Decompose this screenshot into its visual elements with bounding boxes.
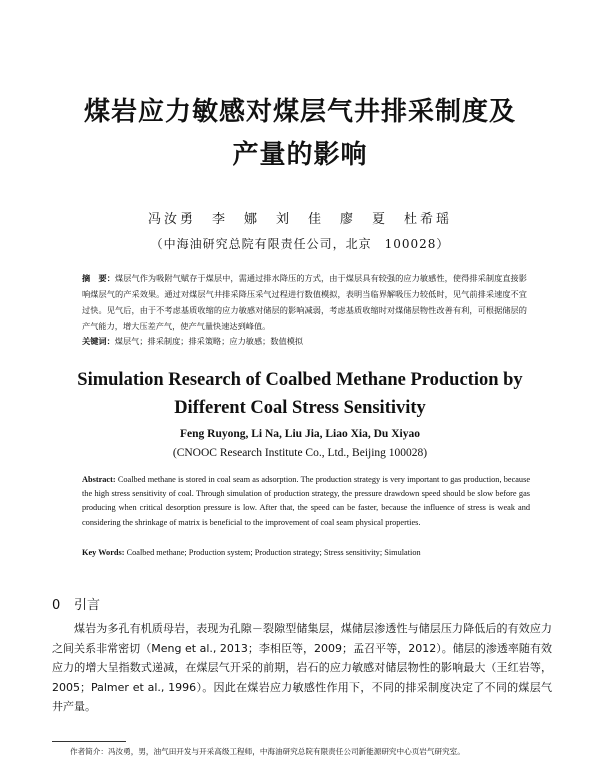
abstract-zh-text: 煤层气作为吸附气赋存于煤层中，需通过排水降压的方式，由于煤层具有较强的应力敏感性，使得排采制度直接影响煤层气的产采效果。通过对煤层气井排采降压采气过程进行数值模拟，表明当临界解吸压力较低时，见气前排采速度不宜过快。见气后，由于不考虑基质收缩的应力敏感对储层的影响减弱，考虑基质收缩时对煤储层物性改善有利，可根据储层的产气能力，增大压差产气，使产气量快速达到峰值。 [82,273,527,331]
keywords-en [82,546,530,560]
affiliation-zh: （中海油研究总院有限责任公司，北京 100028） [150,237,450,251]
keywords-zh-label: 关键词： [82,336,115,346]
title-en-line2: Different Coal Stress Sensitivity [174,398,426,418]
abstract-zh [82,270,527,334]
authors-en: Feng Ruyong, Li Na, Liu Jia, Liao Xia, Du Xiyao [180,428,420,440]
affiliation-en: (CNOOC Research Institute Co., Ltd., Beijing 100028) [172,447,428,459]
section-heading [52,594,100,613]
title-en-line1: Simulation Research of Coalbed Methane Production by [77,370,523,390]
abstract-en-label: Abstract: [82,475,116,484]
body-paragraph: 煤岩为多孔有机质母岩，表现为孔隙－裂隙型储集层，煤储层渗透性与储层压力降低后的有效应力之间关系非常密切（Meng et al., 2013；李相臣等，2009；孟召平等，2012）。储层的渗透率随有效应力的增大呈指数式递减，在煤层气开采的前期，岩石的应力敏感对储层物性的影响最大（王红岩等，2005；Palmer et al., 1996）。因此在煤岩应力敏感性作用下，不同的排采制度决定了不同的煤层气井产量。 [52,622,552,713]
abstract-en [82,473,530,530]
keywords-en-label: Key Words: [82,548,125,557]
keywords-zh-text: 煤层气；排采制度；排采策略；应力敏感；数值模拟 [114,336,304,346]
footnote-divider [52,741,126,742]
abstract-en-text: Coalbed methane is stored in coal seam as adsorption. The production strategy is very important to gas production, because the high stress sensitivity of coal. Through simulation of production strategy, the pressure drawdown speed should be slow before gas producing when critical desorption pressure is low. After that, the speed can be faster, because the influence of stress is weak and considering the shrinkage of matrix is beneficial to the improvement of coal seam physical properties. [82,475,530,527]
keywords-zh [82,334,527,348]
keywords-en-text: Coalbed methane; Production system; Production strategy; Stress sensitivity; Simulation [124,548,421,557]
title-zh-line1: 煤岩应力敏感对煤层气井排采制度及 [83,97,516,127]
title-zh-line2: 产量的影响 [232,140,368,170]
authors-zh: 冯汝勇 李 娜 刘 佳 廖 夏 杜希瑶 [147,212,452,227]
footnote: 作者简介：冯汝勇，男，油气田开发与开采高级工程师，中海油研究总院有限责任公司新能源研究中心页岩气研究室。 [70,747,465,756]
title-en [40,366,560,422]
abstract-zh-label: 摘 要： [82,273,115,283]
section-title: 引言 [74,598,101,613]
section-number: 0 [52,598,61,613]
